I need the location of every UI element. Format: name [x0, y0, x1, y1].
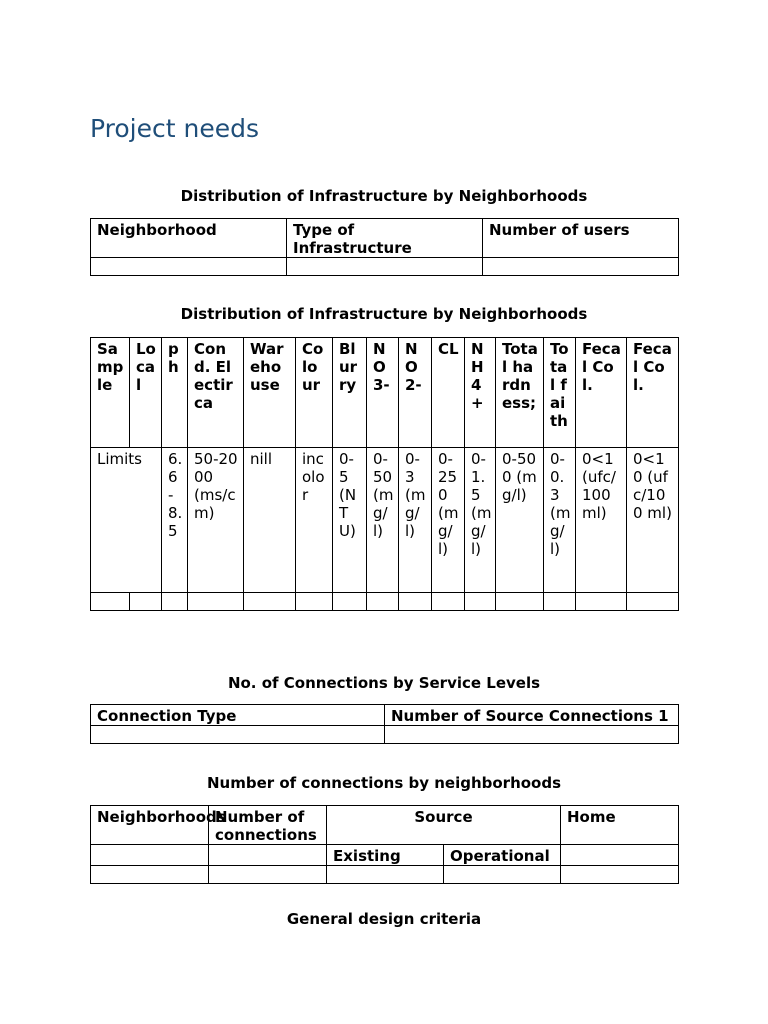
table-cell[interactable]	[561, 866, 679, 884]
service-levels-table	[90, 704, 679, 744]
table-cell[interactable]	[162, 593, 188, 611]
table-cell[interactable]	[544, 593, 576, 611]
table3-caption: No. of Connections by Service Levels	[227, 674, 541, 692]
table-cell[interactable]	[561, 845, 679, 866]
header-type-of-infrastructure: Type of Infrastructure	[287, 219, 483, 258]
header-number-of-connections: Number of connections	[209, 806, 327, 845]
header-blurry: Blurry	[333, 338, 367, 448]
table-cell[interactable]	[496, 593, 544, 611]
table-cell[interactable]	[483, 258, 679, 276]
limit-fecal-col-2: 0<10 (ufc/100 ml)	[627, 448, 679, 593]
header-neighborhoods: Neighborhoods	[91, 806, 209, 845]
header-number-of-source-connections: Number of Source Connections 1	[385, 705, 679, 726]
table-cell[interactable]	[91, 593, 130, 611]
general-design-criteria-heading: General design criteria	[286, 910, 482, 928]
header-total-faith: Total faith	[544, 338, 576, 448]
header-no2: NO2-	[399, 338, 432, 448]
water-quality-table	[90, 337, 679, 611]
table-cell[interactable]	[209, 845, 327, 866]
limit-no2: 0-3 (mg/l)	[399, 448, 432, 593]
header-operational: Operational	[444, 845, 561, 866]
table-cell[interactable]	[91, 866, 209, 884]
table-cell[interactable]	[333, 593, 367, 611]
table2-caption: Distribution of Infrastructure by Neighborhoods	[180, 305, 588, 323]
table-cell[interactable]	[432, 593, 465, 611]
header-source: Source	[327, 806, 561, 845]
infrastructure-table	[90, 218, 679, 276]
table-cell[interactable]	[327, 866, 444, 884]
limits-label: Limits	[91, 448, 162, 593]
limit-fecal-col-1: 0<1 (ufc/100 ml)	[576, 448, 627, 593]
header-conductivity: Cond. Electirca	[188, 338, 244, 448]
header-warehouse: Warehouse	[244, 338, 296, 448]
header-local: Local	[130, 338, 162, 448]
header-no3: NO3-	[367, 338, 399, 448]
limit-total-faith: 0-0.3 (mg/l)	[544, 448, 576, 593]
table-cell[interactable]	[130, 593, 162, 611]
header-fecal-col-2: Fecal Col.	[627, 338, 679, 448]
header-cl: CL	[432, 338, 465, 448]
table-cell[interactable]	[465, 593, 496, 611]
limit-no3: 0-50 (mg/l)	[367, 448, 399, 593]
table-cell[interactable]	[296, 593, 333, 611]
limit-ph: 6.6-8.5	[162, 448, 188, 593]
table-row	[91, 448, 679, 593]
table-cell[interactable]	[188, 593, 244, 611]
limit-cl: 0-250 (mg/l)	[432, 448, 465, 593]
limit-colour: incolor	[296, 448, 333, 593]
table-row	[91, 726, 679, 744]
table-cell[interactable]	[444, 866, 561, 884]
header-colour: Colour	[296, 338, 333, 448]
header-neighborhood: Neighborhood	[91, 219, 287, 258]
header-total-hardness: Total hardness;	[496, 338, 544, 448]
table-cell[interactable]	[399, 593, 432, 611]
header-number-of-users: Number of users	[483, 219, 679, 258]
table-cell[interactable]	[209, 866, 327, 884]
limit-blurry: 0-5 (NTU)	[333, 448, 367, 593]
table-cell[interactable]	[287, 258, 483, 276]
table1-caption: Distribution of Infrastructure by Neighborhoods	[180, 187, 588, 205]
table-cell[interactable]	[91, 845, 209, 866]
table-row	[91, 593, 679, 611]
header-fecal-col-1: Fecal Col.	[576, 338, 627, 448]
header-existing: Existing	[327, 845, 444, 866]
table-cell[interactable]	[367, 593, 399, 611]
header-connection-type: Connection Type	[91, 705, 385, 726]
table-row	[91, 866, 679, 884]
limit-total-hardness: 0-500 (mg/l)	[496, 448, 544, 593]
table-cell[interactable]	[244, 593, 296, 611]
header-sample: Sample	[91, 338, 130, 448]
table4-caption: Number of connections by neighborhoods	[206, 774, 562, 792]
table-cell[interactable]	[91, 258, 287, 276]
header-home: Home	[561, 806, 679, 845]
header-nh4: NH4+	[465, 338, 496, 448]
table-cell[interactable]	[627, 593, 679, 611]
limit-warehouse: nill	[244, 448, 296, 593]
table-cell[interactable]	[91, 726, 385, 744]
limit-conductivity: 50-2000 (ms/cm)	[188, 448, 244, 593]
table-row	[91, 258, 679, 276]
page-title: Project needs	[90, 114, 259, 143]
limit-nh4: 0-1.5 (mg/l)	[465, 448, 496, 593]
connections-by-neighborhood-table	[90, 805, 679, 884]
header-ph: ph	[162, 338, 188, 448]
table-cell[interactable]	[385, 726, 679, 744]
table-cell[interactable]	[576, 593, 627, 611]
